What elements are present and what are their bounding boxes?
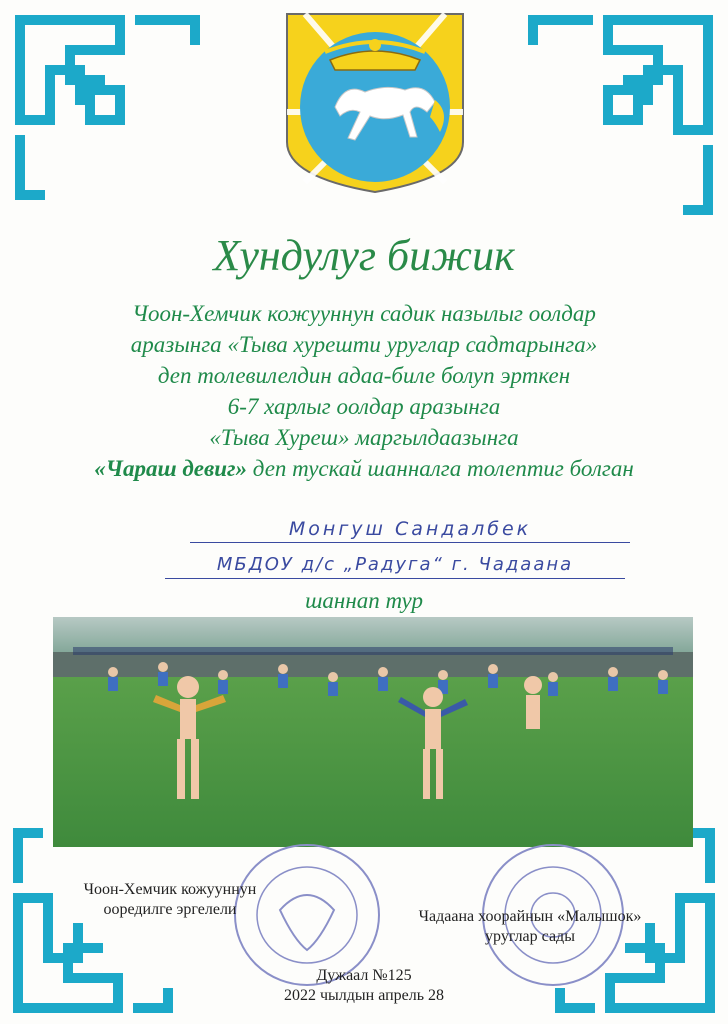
certificate-title: Хундулуг бижик	[213, 231, 515, 280]
signer-left-line-1: Чоон-Хемчик кожууннун	[83, 881, 257, 898]
wrestlers-photo	[53, 617, 693, 847]
certificate-body	[30, 298, 698, 484]
granted-text: шаннап тур	[305, 588, 423, 613]
recipient-name: Монгуш Сандалбек	[190, 516, 630, 543]
ornament-top-left-icon	[10, 10, 210, 210]
coat-of-arms-icon	[285, 12, 465, 194]
order-number: Дужаал №125	[316, 967, 412, 984]
recipient-organization: МБДОУ д/с „Радуга“ г. Чадаана	[165, 552, 625, 579]
body-line-2: аразынга «Тыва хурешти уруглар садтарынга»	[130, 332, 598, 357]
award-rest: деп тускай шанналга толептиг болган	[247, 456, 634, 481]
signer-left	[70, 880, 270, 920]
certificate-footer	[0, 966, 728, 1006]
award-name: «Чараш девиг»	[94, 456, 248, 481]
body-line-4: 6-7 харлыг оолдар аразынга	[227, 394, 501, 419]
signer-right	[400, 907, 660, 947]
signer-right-line-2: уруглар сады	[485, 928, 575, 945]
issue-date: 2022 чылдын апрель 28	[283, 987, 445, 1004]
award-line	[30, 453, 698, 484]
ornament-top-right-icon	[518, 10, 718, 220]
signer-left-line-2: ооредилге эргелели	[103, 901, 237, 918]
signer-right-line-1: Чадаана хоорайнын «Малышок»	[418, 908, 642, 925]
body-line-3: деп толевилелдин адаа-биле болуп эрткен	[157, 363, 571, 388]
body-line-1: Чоон-Хемчик кожууннун садик назылыг оолдар	[132, 301, 596, 326]
body-line-5: «Тыва Хуреш» маргылдаазынга	[209, 425, 519, 450]
